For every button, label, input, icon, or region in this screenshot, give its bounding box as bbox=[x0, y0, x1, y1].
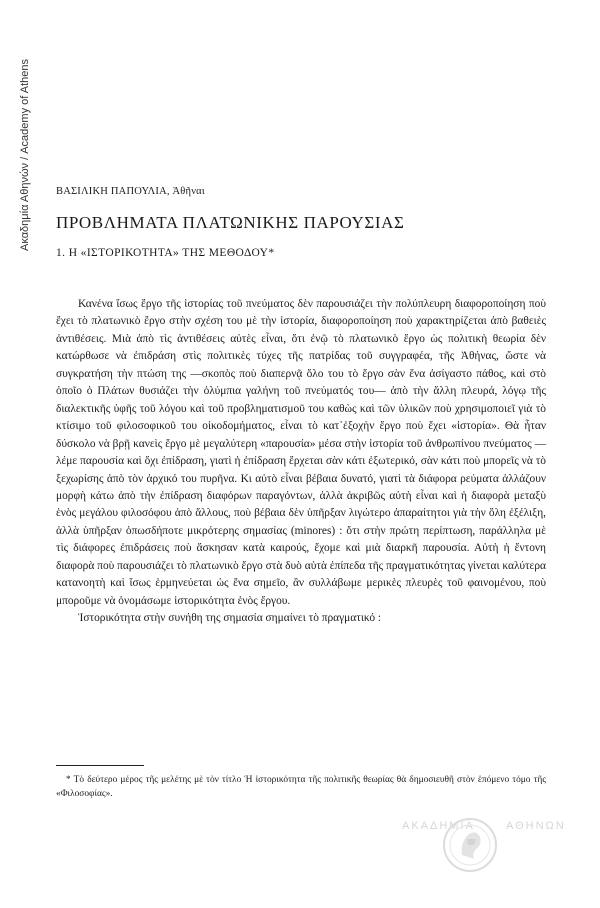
footnote-text: * Τὸ δεύτερο μέρος τῆς μελέτης μὲ τὸν τίτλο Ἡ ἱστορικότητα τῆς πολιτικῆς θεωρίας θὰ δημοσιευθῆ στὸν ἑπόμενο τόμο τῆς «Φιλοσοφίας». bbox=[56, 775, 546, 799]
footer-watermark-right: ΑΘΗΝΩΝ bbox=[506, 820, 566, 832]
side-watermark: Ακαδημία Αθηνών / Academy of Athens bbox=[19, 59, 31, 252]
footnote bbox=[56, 773, 546, 801]
footnote-rule bbox=[56, 765, 144, 766]
article-title: ΠΡΟΒΛΗΜΑΤΑ ΠΛΑΤΩΝΙΚΗΣ ΠΑΡΟΥΣΙΑΣ bbox=[56, 213, 405, 232]
footer-watermark-left: ΑΚΑΔΗΜΙΑ bbox=[402, 820, 475, 832]
body-paragraph: Κανένα ἴσως ἔργο τῆς ἱστορίας τοῦ πνεύματος δὲν παρουσιάζει τὴν πολύπλευρη διαφοροποίηση ποὺ ἔχει τὸ πλατωνικὸ ἔργο στὴν σχέση του μὲ τὴν ἱστορία, διαφοροποίηση ποὺ χαρακτηρίζεται ἀπὸ βαθειὲς ἀντιθέσεις. Μιὰ ἀπὸ τὶς ἀντιθέσεις αὐτὲς εἶναι, ὅτι ἐνῷ τὸ πλατωνικὸ ἔργο ὡς πολιτικὴ θεωρία δὲν κατώρθωσε νὰ ἐπιδράση στὶς πολιτικὲς τύχες τῆς πατρίδας τοῦ συγγραφέα, τῆς Ἀθήνας, ὥστε νὰ συγκρατήση τὴν πτώση της —σκοπὸς ποὺ διαπερνᾷ ὅλο του τὸ ἔργο σὰν ἕνα ἀσίγαστο πάθος, καὶ στὸ ὁποῖο ὁ Πλάτων θυσιάζει τὴν ὀλύμπια γαλήνη τοῦ πνεύματός του— ἀπὸ τὴν ἄλλη πλευρά, λόγῳ τῆς διαλεκτικῆς ὑφῆς τοῦ λόγου καὶ τοῦ προβληματισμοῦ του καθὼς καὶ τῶν ὑλικῶν ποὺ χρησιμοποιεῖ γιὰ τὸ κτίσιμο τοῦ φιλοσοφικοῦ του οἰκοδομήματος, εἶναι τὸ κατ᾿ἐξοχὴν ἔργο ποὺ ἔχει «ἱστορία». Θὰ ἦταν δύσκολο νὰ βρῇ κανεὶς ἔργο μὲ μεγαλύτερη «παρουσία» μέσα στὴν ἱστορία τοῦ ἀνθρωπίνου πνεύματος — λέμε παρουσία καὶ ὄχι ἐπίδραση, γιατὶ ἡ ἐπίδραση ἔρχεται σὰν κάτι ἐξωτερικό, σὰν κάτι ποὺ μπορεῖς νὰ τὸ ξεχωρίσης ἀπὸ τὸν ἀρχικό του πυρῆνα. Κι αὐτὸ εἶναι βέβαια δυνατό, γιατὶ τὰ διάφορα ρεύματα ἀλλάζουν μορφὴ κάτω ἀπὸ τὴν ἐπίδραση διαφόρων παραγόντων, ἀλλὰ ἀκριβῶς αὐτὴ εἶναι καὶ ἡ διαφορὰ μεταξὺ ἑνὸς μεγάλου φιλοσόφου ἀπὸ ἄλλους, ποὺ βέβαια δὲν ὑπῆρξαν λιγώτερο ἀπαραίτητοι γιὰ τὴν ὅλη ἐξέλιξη, ἀλλὰ ὑπῆρξαν ὁπωσδήποτε μικρότερης σημασίας (minores) : ὅτι στὴν πρώτη περίπτωση, παράλληλα μὲ τὶς διάφορες ἐπιδράσεις ποὺ ἄσκησαν κατὰ καιρούς, ἔχομε καὶ μιὰ διαρκῆ παρουσία. Αὐτὴ ἡ ἔντονη διαφορὰ ποὺ παρουσιάζει τὸ πλατωνικὸ ἔργο στὰ δυὸ αὐτὰ ἐπίπεδα τῆς πραγματικότητας γίνεται καλύτερα κατανοητὴ καὶ ἴσως ἑρμηνεύεται ὡς ἕνα σημεῖο, ἂν συλλάβωμε μερικὲς πλευρὲς τοῦ φαινομένου, ποὺ μποροῦμε νὰ ὀνομάσωμε ἱστορικότητα ἑνὸς ἔργου. bbox=[56, 298, 546, 607]
author-line: ΒΑΣΙΛΙΚΗ ΠΑΠΟΥΛΙΑ, Ἀθῆναι bbox=[56, 186, 205, 197]
section-heading: 1. Η «ΙΣΤΟΡΙΚΟΤΗΤΑ» ΤΗΣ ΜΕΘΟΔΟΥ* bbox=[56, 247, 275, 259]
academy-seal-icon bbox=[440, 815, 500, 875]
article-body bbox=[56, 296, 546, 628]
body-paragraph: Ἱστορικότητα στὴν συνήθη της σημασία σημαίνει τὸ πραγματικό : bbox=[78, 612, 382, 625]
